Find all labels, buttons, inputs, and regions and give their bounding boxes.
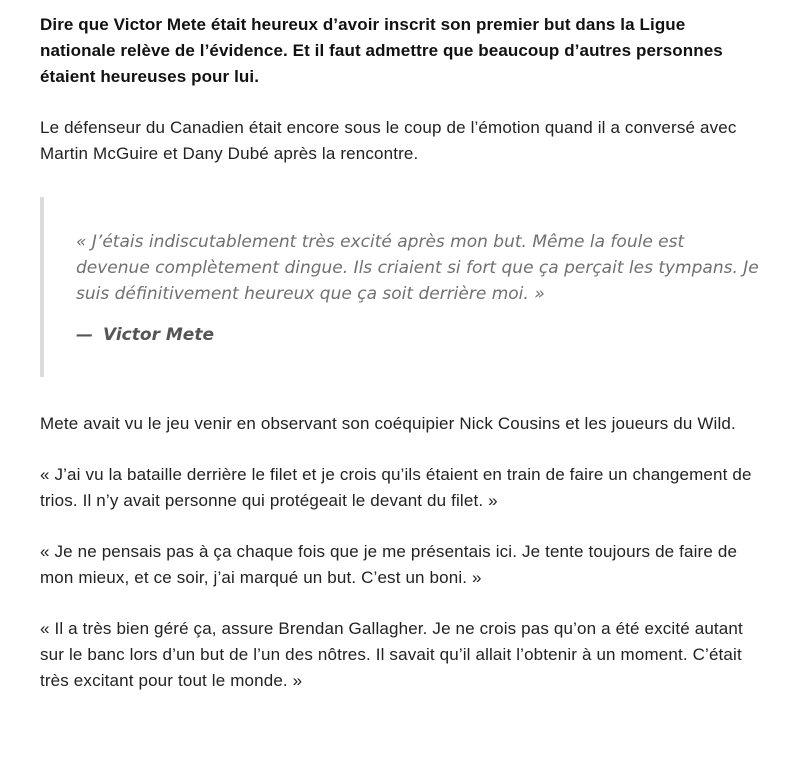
article-body bbox=[40, 12, 760, 694]
em-dash: — bbox=[76, 325, 93, 345]
article-paragraph: Mete avait vu le jeu venir en observant son coéquipier Nick Cousins et les joueurs du Wild. bbox=[40, 414, 736, 433]
article-paragraph-intro: Le défenseur du Canadien était encore sous le coup de l’émotion quand il a conversé avec Martin McGuire et Dany Dubé après la rencontre. bbox=[40, 118, 737, 163]
pull-quote bbox=[40, 197, 760, 377]
pull-quote-author: Victor Mete bbox=[103, 325, 214, 345]
article-paragraph: « Il a très bien géré ça, assure Brendan Gallagher. Je ne crois pas qu’on a été excité autant sur le banc lors d’un but de l’un des nôtres. Il savait qu’il allait l’obtenir à un moment. C’était très excitant pour tout le monde. » bbox=[40, 619, 743, 690]
article-paragraph: « Je ne pensais pas à ça chaque fois que je me présentais ici. Je tente toujours de faire de mon mieux, et ce soir, j’ai marqué un but. C’est un boni. » bbox=[40, 542, 738, 587]
article-paragraph: « J’ai vu la bataille derrière le filet et je crois qu’ils étaient en train de faire un changement de trios. Il n’y avait personne qui protégeait le devant du filet. » bbox=[40, 465, 752, 510]
pull-quote-attribution bbox=[76, 323, 760, 347]
pull-quote-text: « J’étais indiscutablement très excité après mon but. Même la foule est devenue complètement dingue. Ils criaient si fort que ça perçait les tympans. Je suis définitivement heureux que ça soit derrière moi. » bbox=[76, 232, 759, 304]
article-lead: Dire que Victor Mete était heureux d’avoir inscrit son premier but dans la Ligue nationale relève de l’évidence. Et il faut admettre que beaucoup d’autres personnes étaient heureuses pour lui. bbox=[40, 15, 723, 86]
